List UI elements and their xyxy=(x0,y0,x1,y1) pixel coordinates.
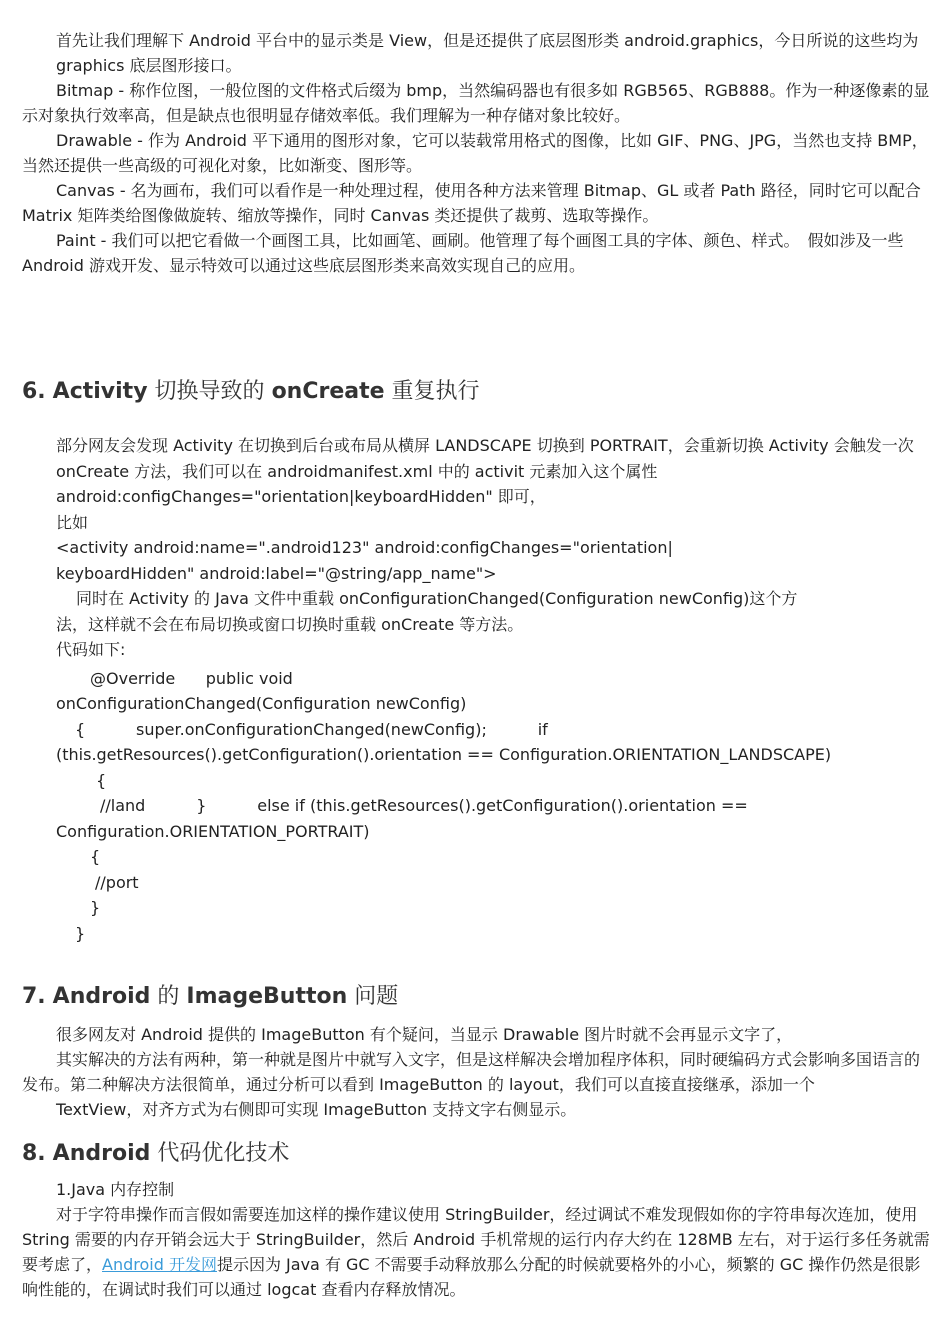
section-7-heading xyxy=(22,982,930,1012)
section-6-intro: 部分网友会发现 Activity 在切换到后台或布局从横屏 LANDSCAPE 切换到 PORTRAIT，会重新切换 Activity 会触发一次 onCreate 方法，我们可以在 androidmanifest.xml 中的 activit 元素加入这个属性 xyxy=(56,436,914,481)
section-7-paragraph-2: 其实解决的方法有两种，第一种就是图片中就写入文字，但是这样解决会增加程序体积，同时硬编码方式会影响多国语言的发布。第二种解决方法很简单，通过分析可以看到 ImageButton 的 layout，我们可以直接直接继承，添加一个 xyxy=(22,1050,921,1094)
section-6-number: 6. xyxy=(22,379,46,404)
section-6-title-part-2: 切换导致的 xyxy=(154,379,265,404)
android-dev-site-link[interactable]: Android 开发网 xyxy=(102,1255,217,1274)
section-8-title-part-2: 代码优化技术 xyxy=(157,1141,290,1166)
section-6-title-part-4: 重复执行 xyxy=(391,379,480,404)
section-8-text-after-link: 提示因为 Java 有 GC 不需要手动释放那么分配的时候就要格外的小心，频繁的 GC 操作仍然是很影响性能的，在调试时我们可以通过 logcat 查看内存释放情况。 xyxy=(22,1255,921,1299)
section-6-activity-tag-line-2: keyboardHidden" android:label="@string/app_name"> xyxy=(56,563,497,583)
code-line-8: { xyxy=(90,847,101,866)
section-7-paragraph-1: 很多网友对 Android 提供的 ImageButton 有个疑问，当显示 Drawable 图片时就不会再显示文字了， xyxy=(56,1025,793,1044)
section-8-title-part-1: Android xyxy=(52,1141,151,1166)
section-8-paragraph xyxy=(22,1202,930,1302)
section-6-body xyxy=(22,433,930,946)
section-7-title-part-3: ImageButton xyxy=(186,984,348,1009)
section-6-config-attr: android:configChanges="orientation|keyboardHidden" 即可， xyxy=(56,487,546,506)
section-8-heading xyxy=(22,1139,930,1169)
code-line-6: //land } else if (this.getResources().getConfiguration().orientation == xyxy=(100,796,748,815)
code-line-7: Configuration.ORIENTATION_PORTRAIT) xyxy=(56,821,370,841)
code-line-2: onConfigurationChanged(Configuration newConfig) xyxy=(56,694,467,713)
section-7-title-part-4: 问题 xyxy=(354,984,399,1009)
section-6-override-note: 同时在 Activity 的 Java 文件中重载 onConfigurationChanged(Configuration newConfig)这个方法，这样就不会在布局切换或窗口切换时重载 onCreate 等方法。 xyxy=(56,589,798,634)
code-line-5: { xyxy=(96,770,107,790)
intro-paragraph-paint: Paint - 我们可以把它看做一个画图工具，比如画笔、画刷。他管理了每个画图工具的字体、颜色、样式。 假如涉及一些 Android 游戏开发、显示特效可以通过这些底层图形类来高效实现自己的应用。 xyxy=(22,231,904,275)
code-line-1: @Override public void xyxy=(90,668,293,688)
intro-paragraph-drawable: Drawable - 作为 Android 平下通用的图形对象，它可以装载常用格式的图像，比如 GIF、PNG、JPG，当然也支持 BMP，当然还提供一些高级的可视化对象，比如渐变、图形等。 xyxy=(22,131,928,175)
intro-paragraph-bitmap: Bitmap - 称作位图，一般位图的文件格式后缀为 bmp，当然编码器也有很多如 RGB565、RGB888。作为一种逐像素的显示对象执行效率高，但是缺点也很明显存储效率低。我们理解为一种存储对象比较好。 xyxy=(22,81,930,125)
section-6-heading xyxy=(22,377,930,407)
section-6-example-label: 比如 xyxy=(56,512,89,532)
section-7-number: 7. xyxy=(22,984,46,1009)
code-line-11: } xyxy=(75,923,86,943)
code-line-10: } xyxy=(90,898,101,917)
section-6-title-part-3: onCreate xyxy=(271,379,385,404)
section-7-paragraph-3: TextView，对齐方式为右侧即可实现 ImageButton 支持文字右侧显示。 xyxy=(56,1100,577,1119)
intro-paragraph-canvas: Canvas - 名为画布，我们可以看作是一种处理过程，使用各种方法来管理 Bitmap、GL 或者 Path 路径，同时它可以配合 Matrix 矩阵类给图像做旋转、缩放等操作，同时 Canvas 类还提供了裁剪、选取等操作。 xyxy=(22,181,921,225)
section-7-title-part-1: Android xyxy=(52,984,151,1009)
code-line-3: { super.onConfigurationChanged(newConfig); if xyxy=(75,719,548,739)
code-line-4: (this.getResources().getConfiguration().orientation == Configuration.ORIENTATION_LANDSCAPE) xyxy=(56,745,832,764)
code-line-9: //port xyxy=(95,872,139,892)
section-8-subheading: 1.Java 内存控制 xyxy=(56,1180,175,1199)
section-8-number: 8. xyxy=(22,1141,46,1166)
section-8-text-before-link: 对于字符串操作而言假如需要连加这样的操作建议使用 StringBuilder，经过调试不难发现假如你的字符串每次连加，使用 String 需要的内存开销会远大于 StringBuilder，然后 Android 手机常规的运行内存大约在 128MB 左右，对于运行多任务就需要考虑了， xyxy=(22,1205,930,1274)
intro-paragraph-1: 首先让我们理解下 Android 平台中的显示类是 View，但是还提供了底层图形类 android.graphics，今日所说的这些均为 graphics 底层图形接口。 xyxy=(56,31,919,75)
section-6-code-label: 代码如下: xyxy=(56,640,126,659)
section-6-title-part-1: Activity xyxy=(52,379,148,404)
section-7-title-part-2: 的 xyxy=(157,984,180,1009)
section-6-activity-tag-line-1: <activity android:name=".android123" android:configChanges="orientation| xyxy=(56,538,673,557)
document-page xyxy=(22,28,930,1302)
